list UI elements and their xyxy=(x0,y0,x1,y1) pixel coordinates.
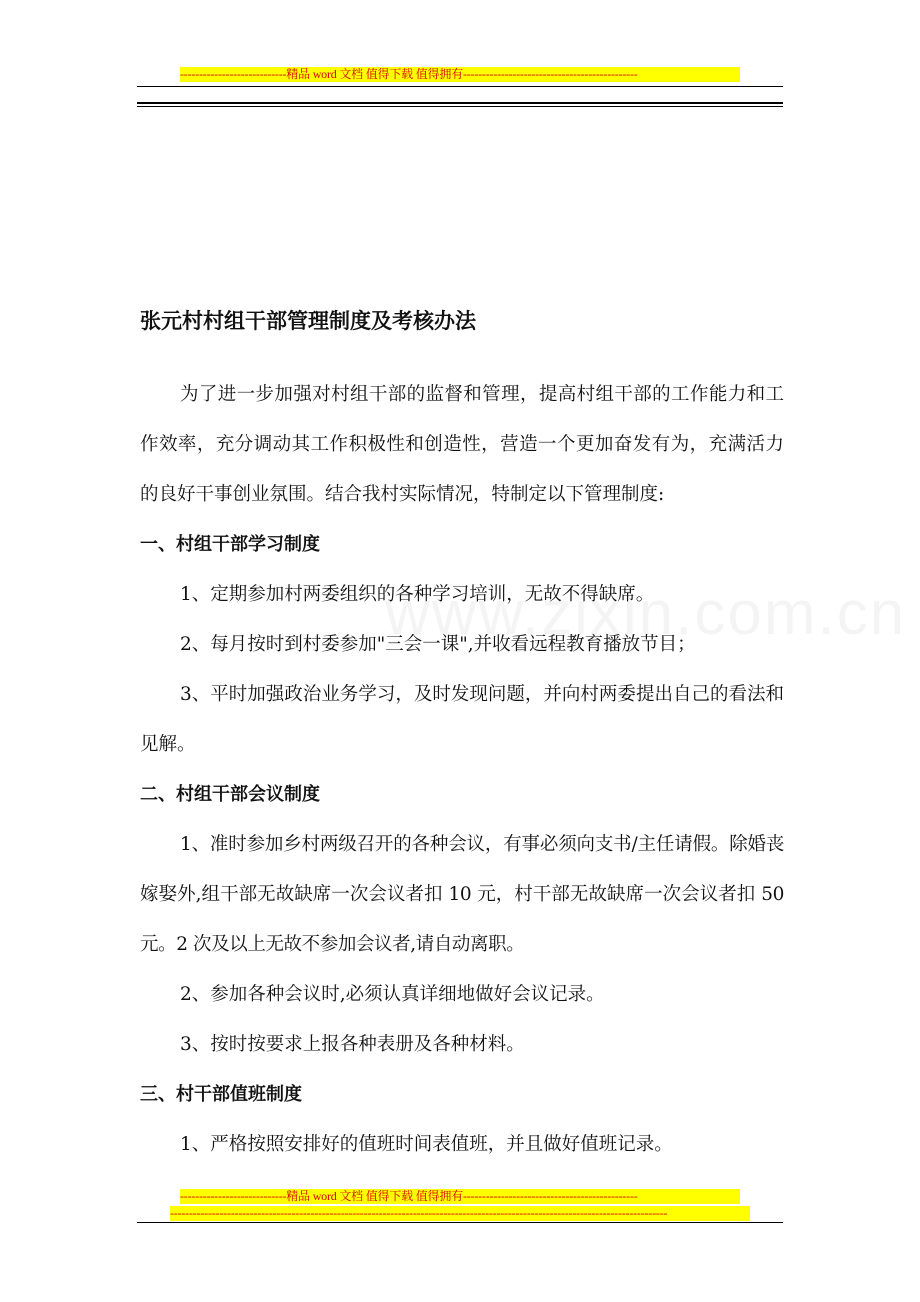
header-rule-top xyxy=(137,86,783,87)
footer-banner: ----------------------------精品 word 文档 值得下载 值得拥有---------------------------------------------- xyxy=(180,1189,740,1204)
section-heading-duty: 三、村干部值班制度 xyxy=(140,1084,302,1105)
section-heading-study: 一、村组干部学习制度 xyxy=(140,534,320,555)
footer-rule xyxy=(137,1222,783,1223)
page-title: 张元村村组干部管理制度及考核办法 xyxy=(140,309,476,333)
study-item-1: 1、定期参加村两委组织的各种学习培训，无故不得缺席。 xyxy=(180,584,655,605)
intro-paragraph: 为了进一步加强对村组干部的监督和管理，提高村组干部的工作能力和工作效率，充分调动其工作积极性和创造性，营造一个更加奋发有为，充满活力的良好干事创业氛围。结合我村实际情况，特制定以下管理制度: xyxy=(140,384,784,505)
footer-dashes: ----------------------------------------------------------------------------------------------------------------------------------- xyxy=(170,1206,750,1221)
study-item-2: 2、每月按时到村委参加"三会一课",并收看远程教育播放节目； xyxy=(180,634,696,655)
duty-item-1: 1、严格按照安排好的值班时间表值班，并且做好值班记录。 xyxy=(180,1134,673,1155)
meeting-item-2: 2、参加各种会议时,必须认真详细地做好会议记录。 xyxy=(180,984,605,1005)
document-body xyxy=(140,370,784,1170)
study-item-3: 3、平时加强政治业务学习，及时发现问题，并向村两委提出自己的看法和见解。 xyxy=(140,684,784,755)
header-rule-thick xyxy=(137,102,783,104)
header-rule-bottom xyxy=(137,106,783,107)
section-heading-meeting: 二、村组干部会议制度 xyxy=(140,784,320,805)
meeting-item-1: 1、准时参加乡村两级召开的各种会议，有事必须向支书/主任请假。除婚丧嫁娶外,组干部无故缺席一次会议者扣 10 元，村干部无故缺席一次会议者扣 50 元。2 次及以上无故不参加会议者,请自动离职。 xyxy=(140,834,784,955)
meeting-item-3: 3、按时按要求上报各种表册及各种材料。 xyxy=(180,1034,525,1055)
header-banner: ----------------------------精品 word 文档 值得下载 值得拥有---------------------------------------------- xyxy=(180,67,740,82)
